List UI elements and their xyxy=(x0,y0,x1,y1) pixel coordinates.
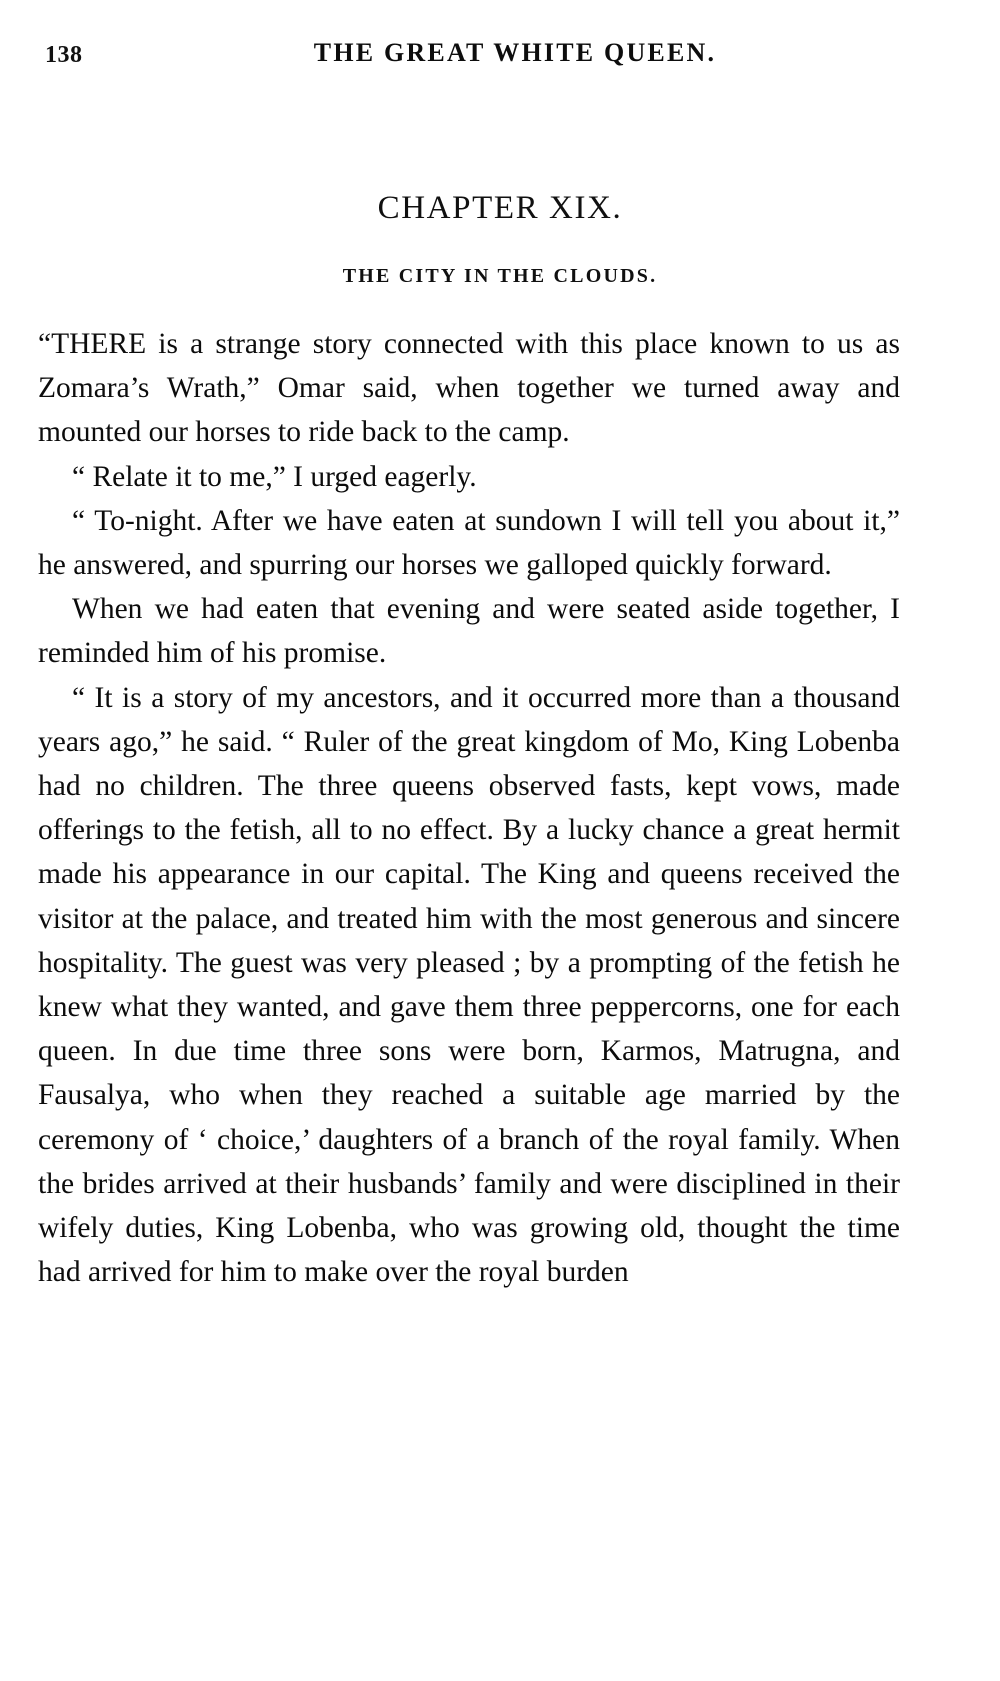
page-number: 138 xyxy=(45,42,83,68)
running-head-title: THE GREAT WHITE QUEEN. xyxy=(313,38,717,67)
paragraph: “ To-night. After we have eaten at sundown I will tell you about it,” he answered, and spurring our horses we galloped quickly forward. xyxy=(38,504,900,582)
paragraph: When we had eaten that evening and were seated aside together, I reminded him of his promise. xyxy=(38,593,900,670)
paragraph: “THERE is a strange story connected with this place known to us as Zomara’s Wrath,” Omar said, when together we turned away and mounted our horses to ride back to the camp. xyxy=(38,328,900,449)
running-head xyxy=(40,38,960,78)
chapter-subtitle: THE CITY IN THE CLOUDS. xyxy=(342,265,658,287)
paragraph: “ It is a story of my ancestors, and it occurred more than a thousand years ago,” he said. “ Ruler of the great kingdom of Mo, King Lobenba had no children. The three queens observed fasts, kept vows, made offerings to the fetish, all to no effect. By a lucky chance a great hermit made his appearance in our capital. The King and queens received the visitor at the palace, and treated him with the most generous and sincere hospitality. The guest was very pleased ; by a prompting of the fetish he knew what they wanted, and gave them three peppercorns, one for each queen. In due time three sons were born, Karmos, Matrugna, and Fausalya, who when they reached a suitable age married by the ceremony of ‘ choice,’ daughters of a branch of the royal family. When the brides arrived at their husbands’ family and were disciplined in their wifely duties, King Lobenba, who was growing old, thought the time had arrived for him to make over the royal burden xyxy=(38,681,900,1289)
body-text xyxy=(38,322,900,1294)
chapter-number: CHAPTER XIX. xyxy=(377,190,623,226)
paragraph: “ Relate it to me,” I urged eagerly. xyxy=(72,460,477,493)
